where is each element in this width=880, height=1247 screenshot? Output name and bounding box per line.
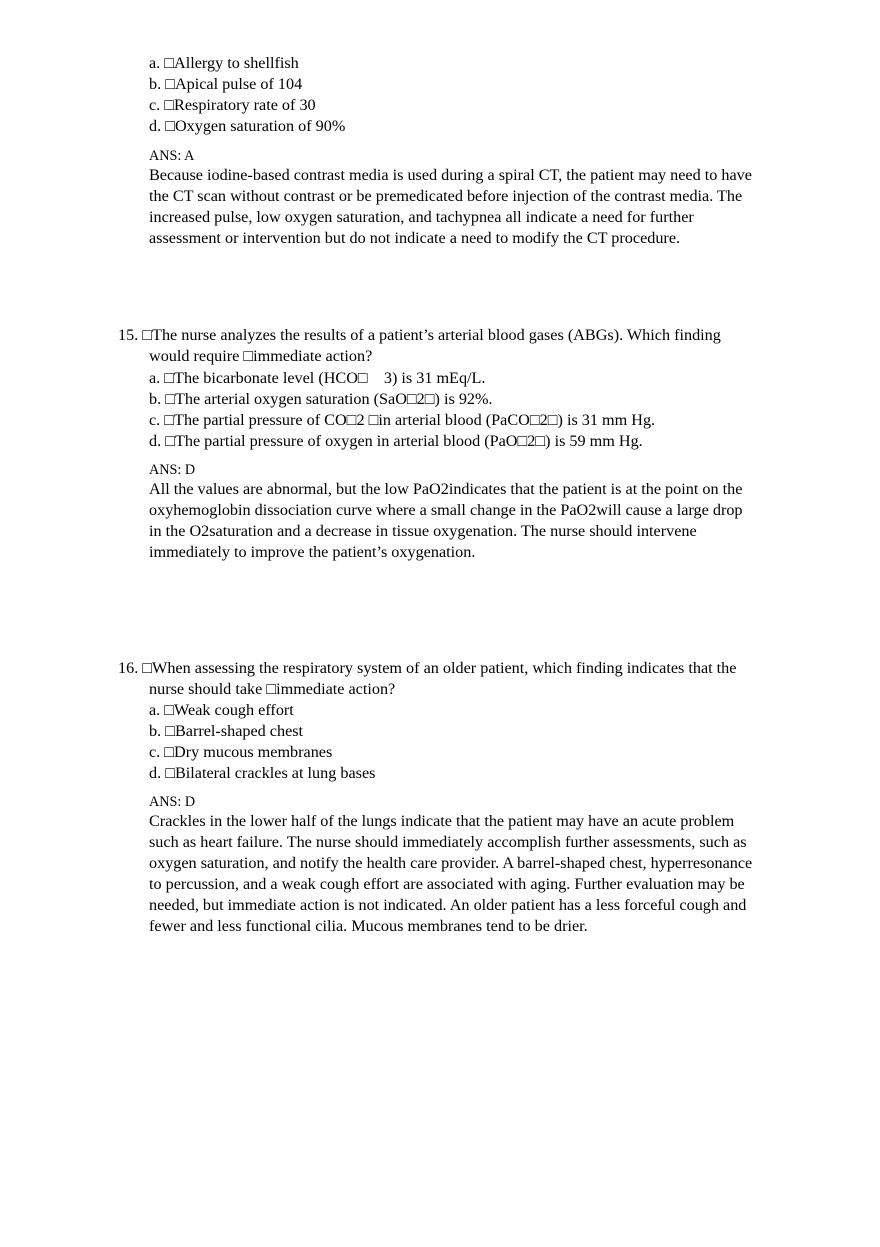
q15-option-c: c. □The partial pressure of CO□2 □in arterial blood (PaCO□2□) is 31 mm Hg. [149, 411, 656, 429]
q16-option-a: a. □Weak cough effort [149, 701, 294, 719]
q16-rationale-line: fewer and less functional cilia. Mucous membranes tend to be drier. [149, 917, 588, 935]
q16-option-c: c. □Dry mucous membranes [149, 743, 333, 761]
q14-rationale-line: the CT scan without contrast or be premedicated before injection of the contrast media. The [149, 187, 743, 205]
q15-stem-line: 15. □The nurse analyzes the results of a patient’s arterial blood gases (ABGs). Which finding [118, 326, 721, 344]
q16-stem-line: 16. □When assessing the respiratory system of an older patient, which finding indicates that the [118, 659, 737, 677]
q14-rationale-line: assessment or intervention but do not indicate a need to modify the CT procedure. [149, 229, 681, 247]
q14-option-c: c. □Respiratory rate of 30 [149, 96, 316, 114]
q16-option-b: b. □Barrel-shaped chest [149, 722, 304, 740]
q16-rationale-line: Crackles in the lower half of the lungs indicate that the patient may have an acute problem [149, 812, 735, 830]
q16-rationale-line: needed, but immediate action is not indicated. An older patient has a less forceful cough and [149, 896, 747, 914]
q15-rationale-line: oxyhemoglobin dissociation curve where a small change in the PaO2will cause a large drop [149, 501, 743, 519]
q14-option-d: d. □Oxygen saturation of 90% [149, 117, 346, 135]
q14-answer-label: ANS: A [149, 148, 195, 164]
q16-rationale-line: to percussion, and a weak cough effort are associated with aging. Further evaluation may be [149, 875, 745, 893]
q16-stem-line: nurse should take □immediate action? [149, 680, 396, 698]
q16-rationale-line: such as heart failure. The nurse should immediately accomplish further assessments, such as [149, 833, 747, 851]
q14-rationale-line: increased pulse, low oxygen saturation, and tachypnea all indicate a need for further [149, 208, 694, 226]
q14-option-b: b. □Apical pulse of 104 [149, 75, 303, 93]
q15-option-b: b. □The arterial oxygen saturation (SaO□2□) is 92%. [149, 390, 493, 408]
q15-rationale-line: All the values are abnormal, but the low PaO2indicates that the patient is at the point on the [149, 480, 743, 498]
q15-stem-line: would require □immediate action? [149, 347, 373, 365]
q15-answer-label: ANS: D [149, 462, 196, 478]
q15-option-d: d. □The partial pressure of oxygen in arterial blood (PaO□2□) is 59 mm Hg. [149, 432, 643, 450]
q14-rationale-line: Because iodine-based contrast media is used during a spiral CT, the patient may need to have [149, 166, 752, 184]
q15-option-a: a. □The bicarbonate level (HCO□ 3) is 31 mEq/L. [149, 369, 486, 387]
q16-answer-label: ANS: D [149, 794, 196, 810]
q16-option-d: d. □Bilateral crackles at lung bases [149, 764, 376, 782]
q16-rationale-line: oxygen saturation, and notify the health care provider. A barrel-shaped chest, hyperresonance [149, 854, 753, 872]
q15-rationale-line: immediately to improve the patient’s oxygenation. [149, 543, 476, 561]
q14-option-a: a. □Allergy to shellfish [149, 54, 299, 72]
q15-rationale-line: in the O2saturation and a decrease in tissue oxygenation. The nurse should intervene [149, 522, 697, 540]
